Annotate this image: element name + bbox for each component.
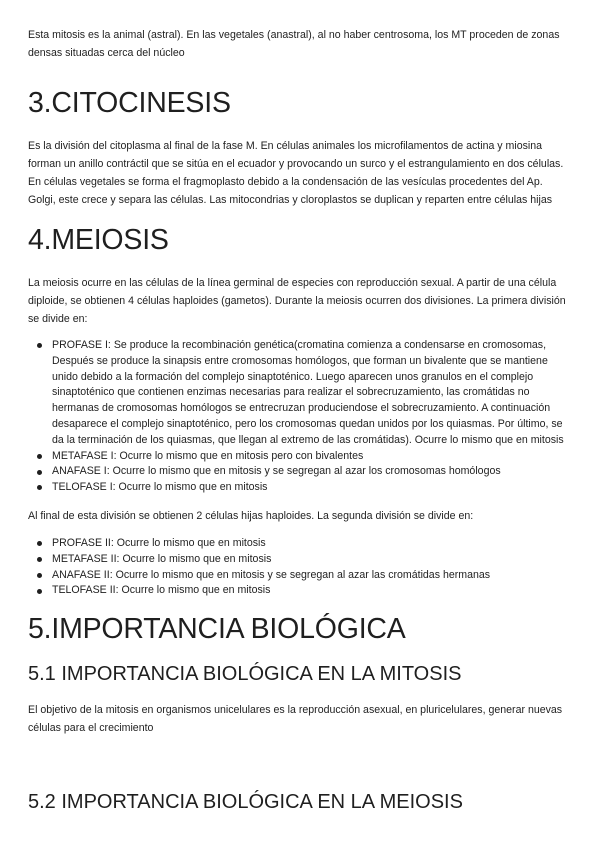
list-item-text: METAFASE II: Ocurre lo mismo que en mitosis <box>52 552 272 565</box>
list-item-anafase-2 <box>52 568 572 584</box>
list-item-profase-2 <box>52 536 572 552</box>
bullet-dot <box>37 589 42 594</box>
intro-paragraph: Esta mitosis es la animal (astral). En las vegetales (anastral), al no haber centrosoma, los MT proceden de zonas densas situadas cerca del núcleo <box>28 29 560 59</box>
list-item-text: PROFASE I: Se produce la recombinación genética(cromatina comienza a condensarse en cromosomas, Después se produce la sinapsis entre cromosomas homólogos, que forman un bivalente que se mantiene unido debido a la formación del complejo sinaptoténico. Luego aparecen unos granulos en el complejo sinaptoténico que contienen enzimas necesarias para realizar el sobrecruzamiento, las cromátidas no hermanas de cromosomas homólogos se entrecruzan produciendose el sobrecruzamiento. A continuación desaparece el complejo sinaptoténico, pero los cromosomas quedan unidos por los quiasmas. Por último, se da la terminación de los quiasmas, que llegan al extremo de las cromátidas). Ocurre lo mismo que en mitosis <box>52 339 564 446</box>
list-item-text: ANAFASE II: Ocurre lo mismo que en mitosis y se segregan al azar las cromátidas hermanas <box>52 568 491 581</box>
list-item-metafase-1 <box>52 449 572 465</box>
importancia-heading: 5.IMPORTANCIA BIOLÓGICA <box>28 613 406 646</box>
citocinesis-paragraph: Es la división del citoplasma al final de la fase M. En células animales los microfilamentos de actina y miosina forman un anillo contráctil que se sitúa en el ecuador y provocando un surco y el estrangulamiento en dos células. En células vegetales se forma el fragmoplasto debido a la condensación de las vesículas procedentes del Ap. Golgi, este crece y separa las células. Las mitocondrias y cloroplastos se duplican y reparten entre células hijas <box>28 140 564 206</box>
meiosis-heading: 4.MEIOSIS <box>28 224 169 256</box>
bullet-dot <box>37 541 42 546</box>
importancia-mitosis-paragraph: El objetivo de la mitosis en organismos unicelulares es la reproducción asexual, en pluricelulares, generar nuevas células para el crecimiento <box>28 704 563 735</box>
importancia-mitosis-heading: 5.1 IMPORTANCIA BIOLÓGICA EN LA MITOSIS <box>28 663 462 686</box>
bullet-dot <box>37 343 42 348</box>
bullet-dot <box>37 485 42 490</box>
meiosis-intro-paragraph: La meiosis ocurre en las células de la línea germinal de especies con reproducción sexual. A partir de una célula diploide, se obtienen 4 células haploides (gametos). Durante la meiosis ocurren dos divisiones. La primera división se divide en: <box>28 277 566 325</box>
list-item-text: ANAFASE I: Ocurre lo mismo que en mitosis y se segregan al azar los cromosomas homólogos <box>52 465 501 478</box>
list-item-anafase-1 <box>52 464 572 480</box>
list-item-metafase-2 <box>52 552 572 568</box>
bullet-dot <box>37 470 42 475</box>
list-item-profase-1 <box>52 338 572 449</box>
bullet-dot <box>37 557 42 562</box>
second-division-list <box>28 536 572 599</box>
importancia-meiosis-heading: 5.2 IMPORTANCIA BIOLÓGICA EN LA MEIOSIS <box>28 791 463 814</box>
citocinesis-heading: 3.CITOCINESIS <box>28 87 231 119</box>
bullet-dot <box>37 454 42 459</box>
list-item-text: PROFASE II: Ocurre lo mismo que en mitosis <box>52 536 266 549</box>
first-division-list <box>28 338 572 496</box>
bullet-dot <box>37 573 42 578</box>
list-item-telofase-2 <box>52 583 572 599</box>
list-item-telofase-1 <box>52 480 572 496</box>
list-item-text: METAFASE I: Ocurre lo mismo que en mitosis pero con bivalentes <box>52 449 364 462</box>
second-division-intro: Al final de esta división se obtienen 2 células hijas haploides. La segunda división se divide en: <box>28 509 474 522</box>
list-item-text: TELOFASE II: Ocurre lo mismo que en mitosis <box>52 584 271 597</box>
list-item-text: TELOFASE I: Ocurre lo mismo que en mitosis <box>52 481 268 494</box>
